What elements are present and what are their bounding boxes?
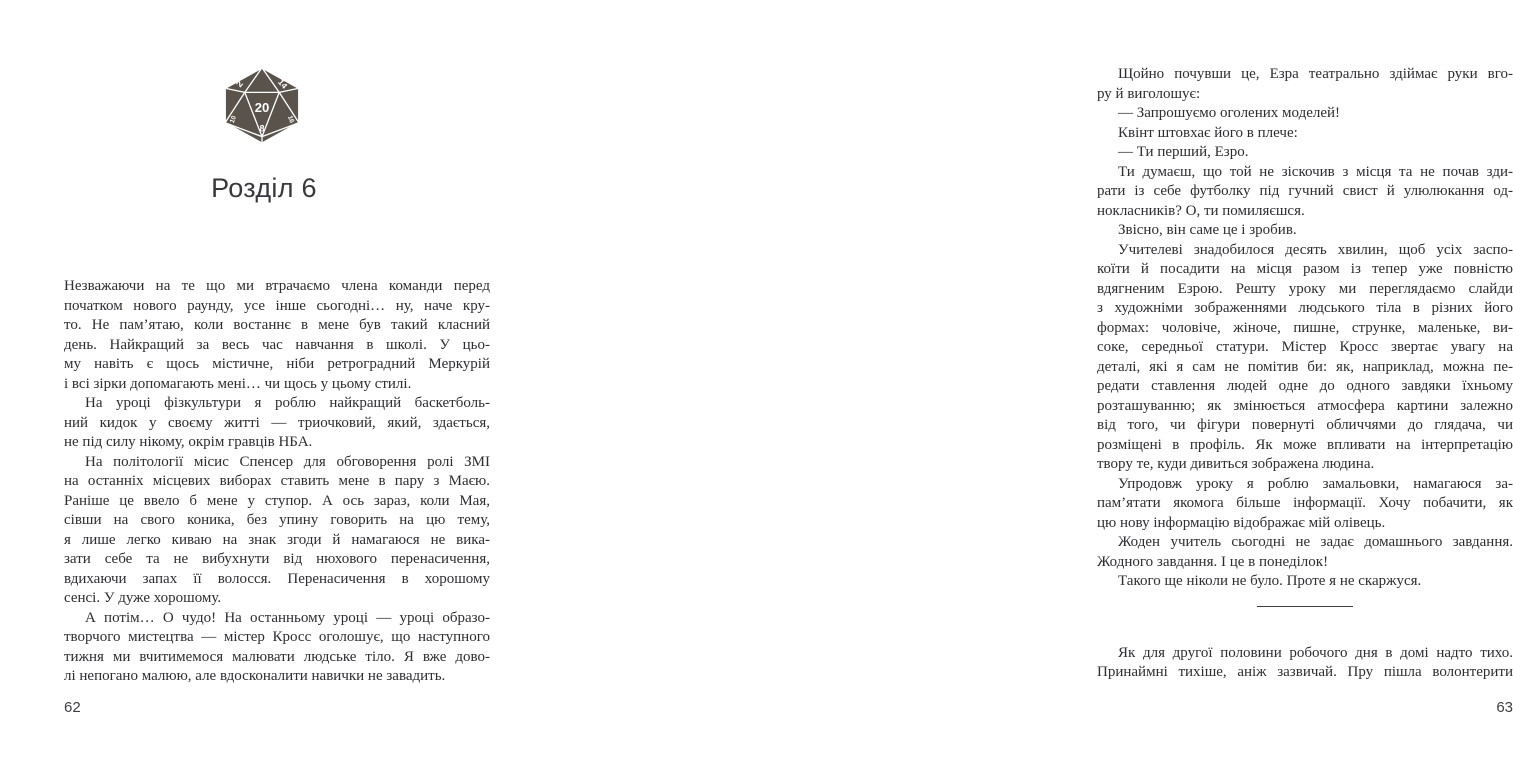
paragraph <box>64 453 490 609</box>
page-right <box>525 0 1513 761</box>
text-line: розташуванню; як змінюється атмосфера картини залежно <box>1097 397 1513 414</box>
text-line: Учителеві знадобилося десять хвилин, щоб усіх заспо- <box>1118 241 1513 258</box>
die-number-top-right: 14 <box>276 77 289 91</box>
text-line: Як для другої половини робочого дня в домі надто тихо. <box>1118 644 1513 661</box>
page-left <box>0 0 525 761</box>
text-line: Жодного завдання. І це в понеділок! <box>1097 553 1329 570</box>
text-line: день. Найкращий за весь час навчання в школі. У цьо- <box>64 336 490 353</box>
text-line: коїти й посадити на місця разом із тепер уже повністю <box>1097 261 1513 277</box>
text-line: вдихаючи запах її волосся. Перенасичення в хорошому <box>64 570 490 587</box>
text-line: я лише легко киваю на знак згоди й намагаюся не вика- <box>64 531 490 548</box>
text-line: Щойно почувши це, Езра театрально здіймає руки вго- <box>1118 66 1513 82</box>
text-line: тижня ми вчитимемося малювати людське тіло. Я вже дово- <box>64 648 490 665</box>
text-line: творчого мистецтва — містер Кросс оголошує, що наступного <box>64 629 490 645</box>
page-number-left: 62 <box>64 699 81 716</box>
text-line: Жоден учитель сьогодні не задає домашнього завдання. <box>1118 534 1513 550</box>
text-line: твору те, куди дивиться зображена людина. <box>1097 456 1375 472</box>
text-line: На уроці фізкультури я роблю найкращий баскетболь- <box>85 395 490 411</box>
text-line: А потім… О чудо! На останньому уроці — уроці образо- <box>85 609 490 626</box>
right-page-text <box>1097 65 1513 683</box>
paragraph <box>1097 65 1513 104</box>
text-line: не під силу нікому, окрім гравців НБА. <box>64 434 313 450</box>
text-line: сівши на свого коника, без упину говорить на цю тему, <box>64 512 490 528</box>
paragraph <box>64 394 490 453</box>
paragraph <box>1097 104 1513 124</box>
text-line: — Запрошуємо оголених моделей! <box>1118 105 1341 121</box>
d20-die-icon <box>221 66 303 145</box>
chapter-icon <box>221 66 303 145</box>
paragraph <box>1097 163 1513 222</box>
text-line: — Ти перший, Езро. <box>1118 144 1249 160</box>
paragraph <box>1097 572 1513 592</box>
text-line: Такого ще ніколи не було. Проте я не скаржуся. <box>1118 573 1422 589</box>
paragraph <box>1097 221 1513 241</box>
text-line: Незважаючи на те що ми втрачаємо члена команди перед <box>64 278 490 294</box>
divider-rule <box>1257 606 1353 607</box>
text-line: деталі, які я сам не помітив би: як, наприклад, можна пе- <box>1097 358 1513 375</box>
text-line: то. Не пам’ятаю, коли востаннє в мене був такий класний <box>64 317 490 333</box>
text-line: ру й виголошує: <box>1097 85 1201 102</box>
text-line: Упродовж уроку я роблю замальовки, намагаюся за- <box>1118 475 1513 492</box>
text-line: з художніми зображеннями людського тіла в різних його <box>1097 300 1513 316</box>
page-number-right: 63 <box>1496 699 1513 716</box>
text-line: редати ставлення людей одне до одного завдяки їхньому <box>1097 378 1513 394</box>
die-number-bottom-left: 10 <box>228 114 239 125</box>
die-number-bottom: 8 <box>259 123 265 134</box>
text-line: На політології місис Спенсер для обговорення ролі ЗМІ <box>85 453 490 470</box>
paragraph <box>64 277 490 394</box>
text-line: пам’ятати якомога більше інформації. Хочу побачити, як <box>1097 495 1513 511</box>
text-line: Квінт штовхає його в плече: <box>1118 124 1298 141</box>
paragraph <box>1097 124 1513 144</box>
text-line: від того, чи фігури повернуті обличчями до глядача, чи <box>1097 417 1513 433</box>
text-line: вдягненим Езрою. Решту уроку ми переглядаємо слайди <box>1097 280 1513 297</box>
text-line: розміщені в профіль. Як може впливати на інтерпретацію <box>1097 436 1513 453</box>
text-line: Ти думаєш, що той не зіскочив з місця та не почав зди- <box>1118 163 1513 180</box>
die-number-bottom-right: 16 <box>285 114 296 125</box>
chapter-title: Розділ 6 <box>211 173 317 203</box>
text-line: нокласників? О, ти помиляєшся. <box>1097 202 1305 219</box>
left-page-text <box>64 277 490 687</box>
text-line: початком нового раунду, усе інше сьогодні… ну, наче кру- <box>64 297 490 314</box>
text-line: му навіть є щось містичне, ніби ретроградний Меркурій <box>64 356 490 372</box>
die-number-center: 20 <box>254 100 270 116</box>
paragraph <box>1097 475 1513 534</box>
text-line: на останніх місцевих виборах ставить мене в пару з Маєю. <box>64 473 490 489</box>
text-line: сенсі. У дуже хорошому. <box>64 590 222 606</box>
text-line: зати себе та не вибухнути від нюхового перенасичення, <box>64 551 490 567</box>
text-line: ний кидок у своєму житті — триочковий, який, здається, <box>64 414 490 431</box>
paragraph <box>1097 533 1513 572</box>
text-line: лі непогано малюю, але вдосконалити навички не завадить. <box>64 668 446 684</box>
text-line: цю нову інформацію відображає мій олівець. <box>1097 514 1386 531</box>
text-line: рати із себе футболку під гучний свист й улюлюкання од- <box>1097 183 1513 199</box>
section-divider <box>1097 606 1513 609</box>
paragraph <box>1097 143 1513 163</box>
text-line: Звісно, він саме це і зробив. <box>1118 222 1297 238</box>
die-number-top-left: 2 <box>234 78 245 89</box>
text-line: і всі зірки допомагають мені… чи щось у цьому стилі. <box>64 375 412 392</box>
paragraph <box>64 609 490 687</box>
text-line: Раніше це ввело б мене у ступор. А ось зараз, коли Мая, <box>64 492 490 509</box>
paragraph <box>1097 644 1513 683</box>
paragraph <box>1097 241 1513 475</box>
text-line: формах: чоловіче, жіноче, пишне, струнке, маленьке, ви- <box>1097 319 1513 336</box>
text-line: Принаймні тихіше, аніж зазвичай. Пру пішла волонтерити <box>1097 664 1513 680</box>
text-line: соке, середньої статури. Містер Кросс звертає увагу на <box>1097 339 1513 355</box>
